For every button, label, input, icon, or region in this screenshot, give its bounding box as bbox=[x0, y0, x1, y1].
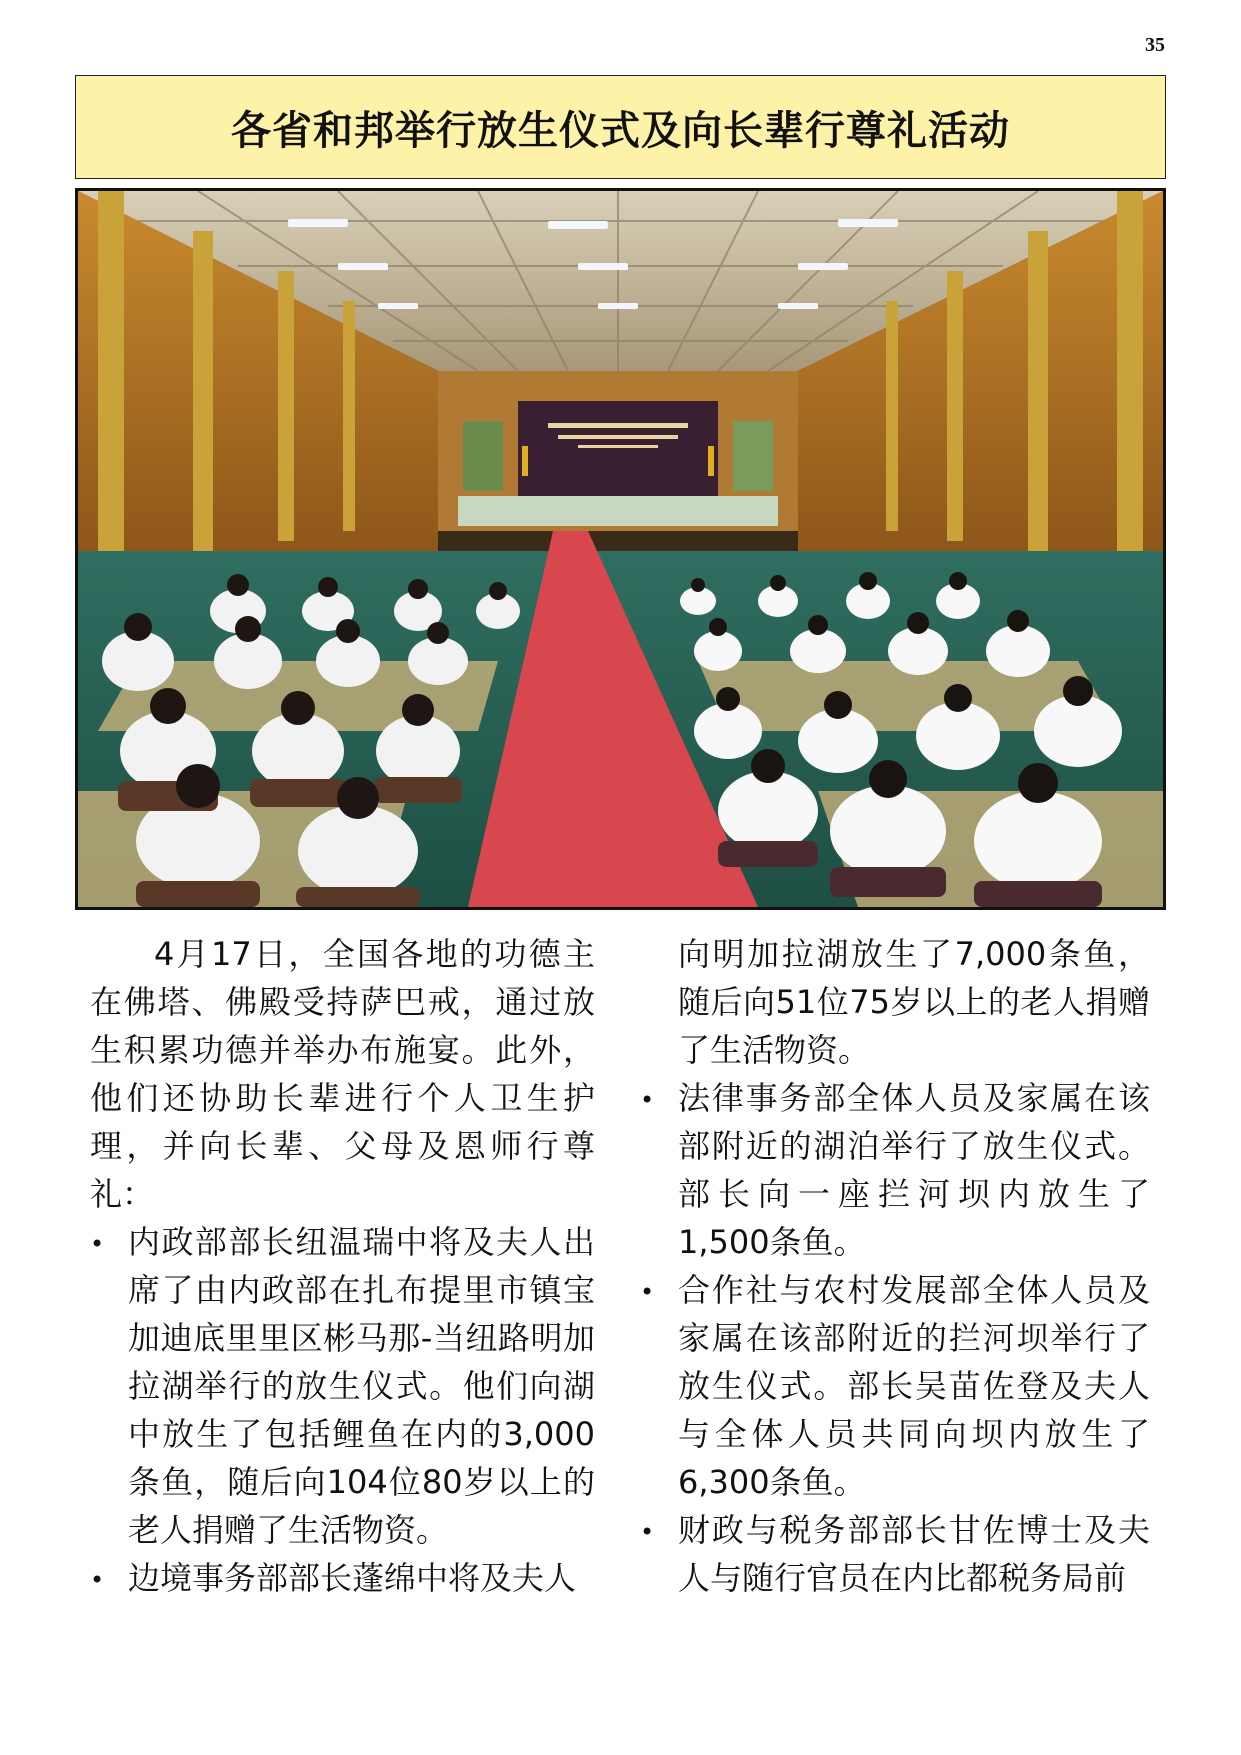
list-item: • 法律事务部全体人员及家属在该部附近的湖泊举行了放生仪式。部长向一座拦河坝内放生了1,500条鱼。 bbox=[640, 1074, 1150, 1266]
intro-paragraph: 4月17日，全国各地的功德主在佛塔、佛殿受持萨巴戒，通过放生积累功德并举办布施宴。此外，他们还协助长辈进行个人卫生护理，并向长辈、父母及恩师行尊礼： bbox=[90, 935, 595, 1213]
page-title: 各省和邦举行放生仪式及向长辈行尊礼活动 bbox=[231, 107, 1010, 154]
list-item: • 内政部部长纽温瑞中将及夫人出席了由内政部在扎布提里市镇宝加迪底里里区彬马那-当纽路明加拉湖举行的放生仪式。他们向湖中放生了包括鲤鱼在内的3,000条鱼，随后向104位80岁以上的老人捐赠了生活物资。 bbox=[90, 1218, 595, 1554]
left-column bbox=[90, 930, 595, 1602]
list-item: • 边境事务部部长蓬绵中将及夫人 bbox=[90, 1554, 595, 1602]
page-number: 35 bbox=[1145, 34, 1165, 56]
right-column bbox=[640, 930, 1150, 1602]
ceremony-photo bbox=[75, 188, 1166, 910]
list-item: • 合作社与农村发展部全体人员及家属在该部附近的拦河坝举行了放生仪式。部长吴苗佐登及夫人与全体人员共同向坝内放生了6,300条鱼。 bbox=[640, 1266, 1150, 1506]
list-item: • 财政与税务部部长甘佐博士及夫人与随行官员在内比都税务局前 bbox=[640, 1506, 1150, 1602]
continued-text: 向明加拉湖放生了7,000条鱼，随后向51位75岁以上的老人捐赠了生活物资。 bbox=[678, 935, 1150, 1069]
title-banner bbox=[75, 75, 1166, 179]
photo-illustration bbox=[78, 191, 1163, 907]
